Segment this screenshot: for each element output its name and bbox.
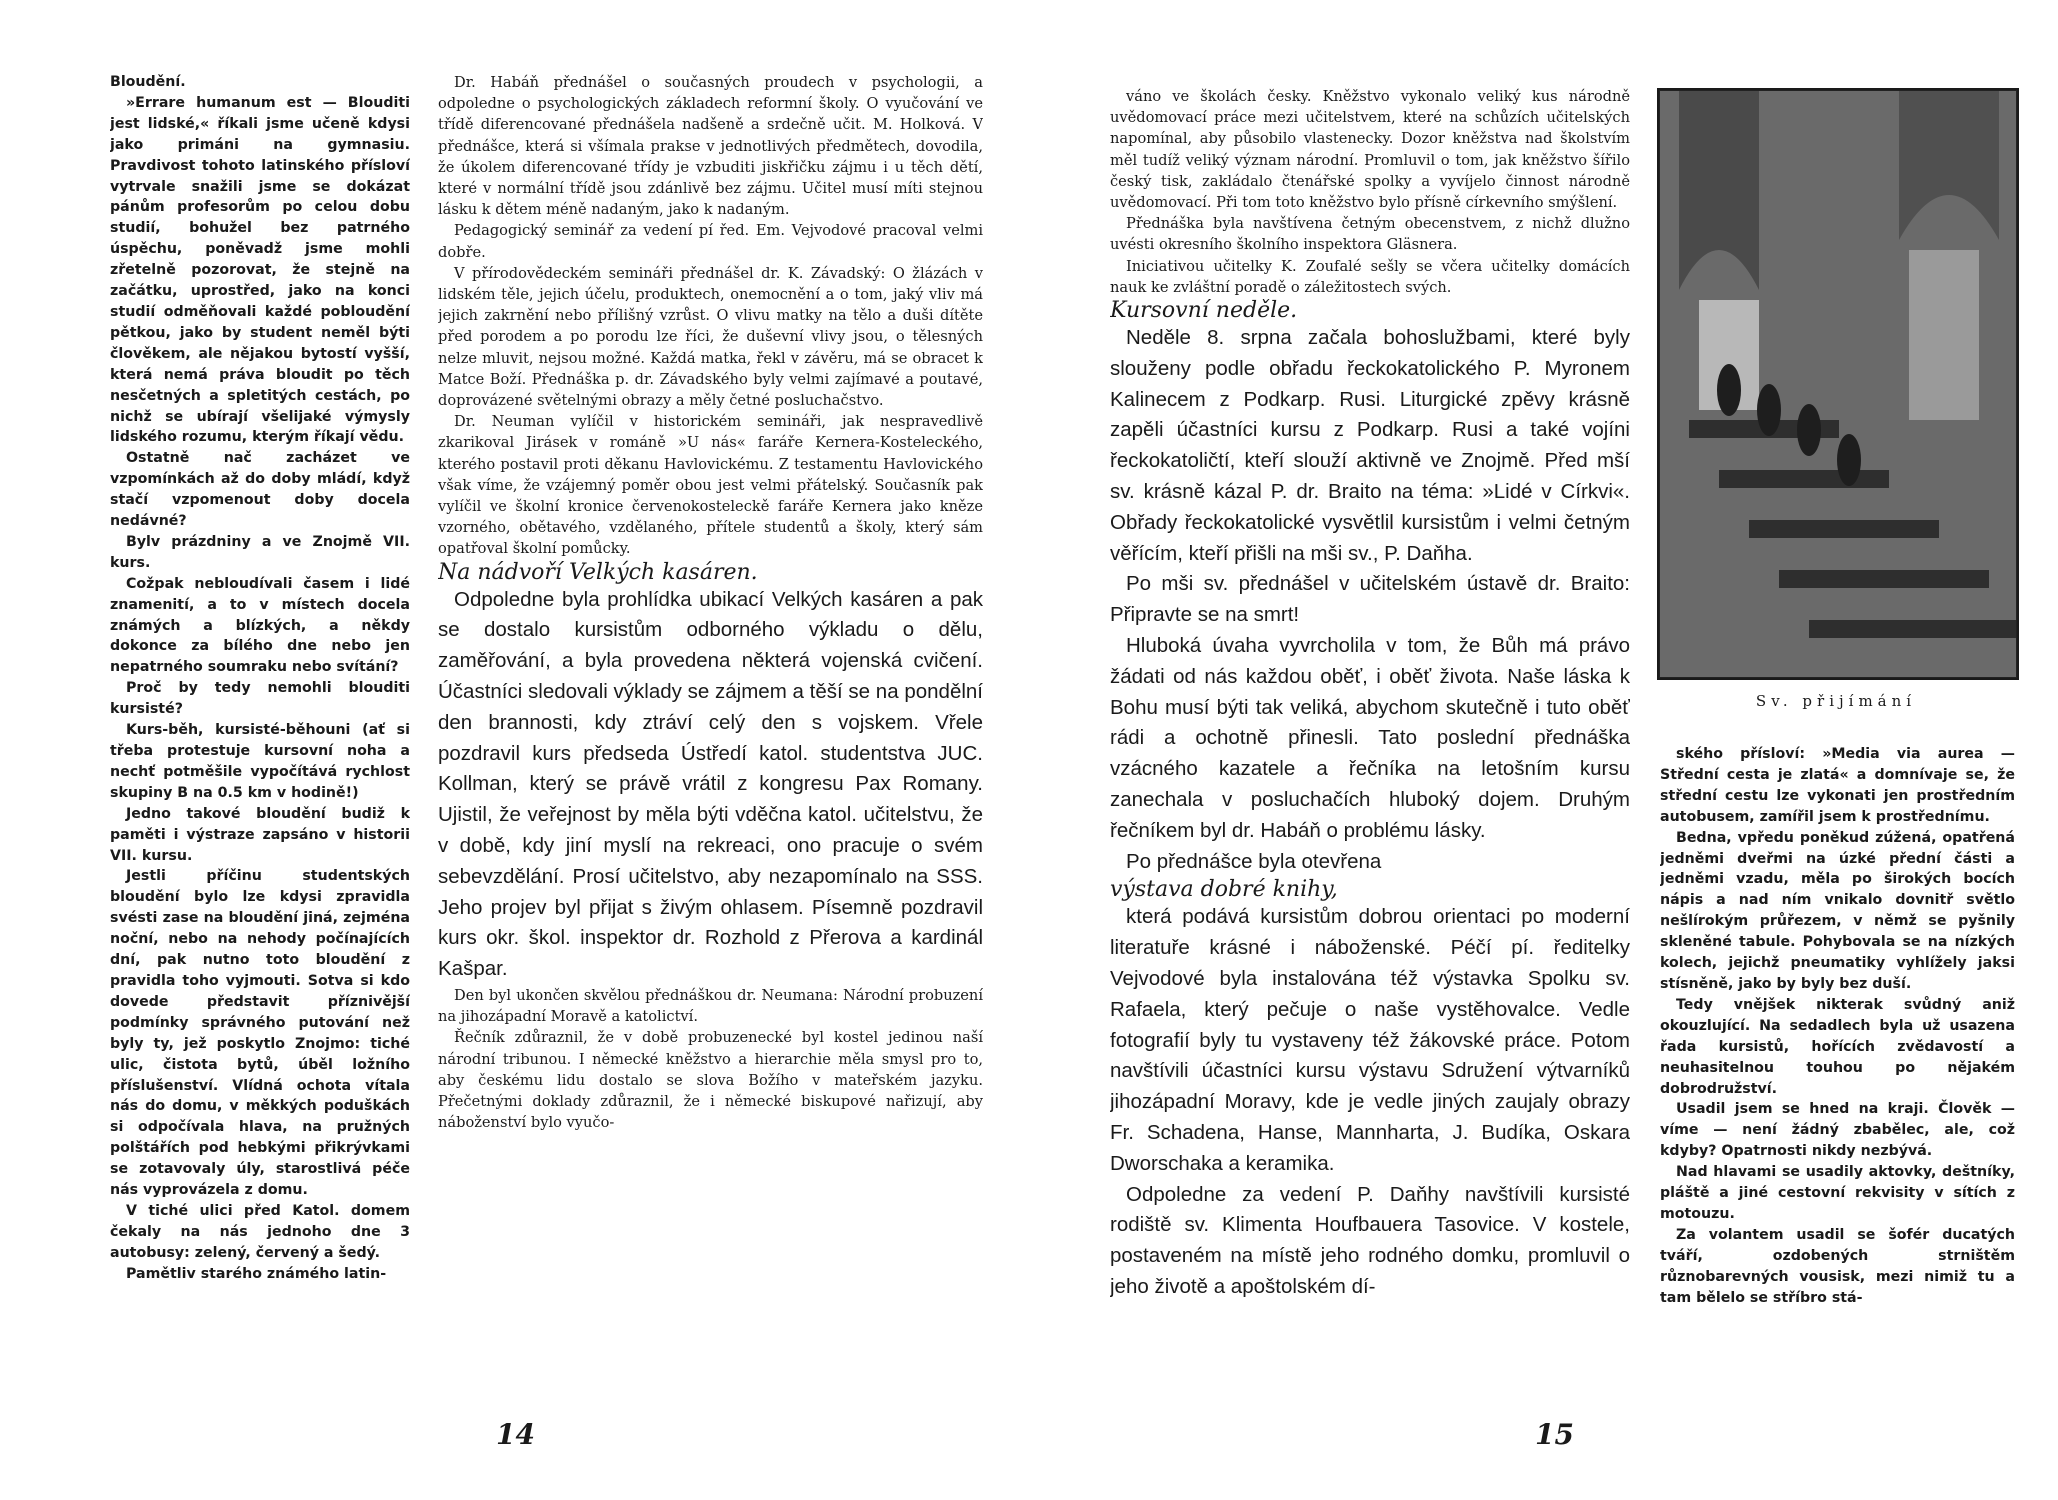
paragraph: Bylv prázdniny a ve Znojmě VII. kurs.: [110, 533, 410, 571]
paragraph: Pedagogický seminář za vedení pí řed. Em. Vejvodové pracoval velmi dobře.: [438, 222, 983, 261]
paragraph: Pamětliv starého známého latin-: [126, 1265, 387, 1282]
section-heading: Kursovní neděle.: [1110, 298, 1298, 324]
paragraph: váno ve školách česky. Kněžstvo vykonalo veliký kus národně uvědomovací práce mezi učitelstvem, které na schůzích učitelských napomínal, aby působilo vlastenecky. Dozor kněžstva nad školstvím měl tudíž veliký význam národní. Promluvil o tom, jak kněžstvo šířilo český tisk, zakládalo čtenářské spolky a vyvíjelo činnost národně uvědomovací. Při tom toto kněžstvo bylo přísně církevního smýšlení.: [1110, 88, 1630, 212]
paragraph: V přírodovědeckém semináři přednášel dr. K. Závadský: O žlázách v lidském těle, jejich účelu, produktech, onemocnění a o tom, jaký vliv má jejich zakrnění nebo přílišný vzrůst. O vlivu matky na tělo a duši dítěte před porodem a po porodu lze říci, že duševní vlivy jsou, o tělesných nelze mluvit, nejsou možné. Každá matka, řekl v závěru, má se obracet k Matce Boží. Přednáška p. dr. Závadského byly velmi zajímavé a poutavé, doprovázené světelnými obrazy a měly četné posluchačstvo.: [438, 264, 983, 410]
paragraph: Odpoledne za vedení P. Daňhy navštívili kursisté rodiště sv. Klimenta Houfbauera Tasovice. V kostele, postaveném na místě jeho rodného domku, promluvil o jeho životě a apoštolském dí-: [1110, 1182, 1630, 1298]
paragraph: která podává kursistům dobrou orientaci po moderní literatuře krásné i náboženské. Péčí pí. ředitelky Vejvodové byla instalována též výstavka Spolku sv. Rafaela, který pečuje o naše vystěhovalce. Vedle fotografií byly tu vystaveny též žákovské práce. Potom navštívili účastníci kursu výstavu Sdružení výtvarníků jihozápadní Moravy, kde je vedle jiných zaujaly obrazy Fr. Schadena, Hanse, Mannharta, J. Budíka, Oskara Dworschaka a keramika.: [1110, 905, 1630, 1175]
section-heading: Na nádvoří Velkých kasáren.: [438, 559, 758, 585]
section-heading: výstava dobré knihy,: [1110, 877, 1338, 903]
photo-caption: Sv. přijímání: [1755, 692, 1917, 710]
paragraph: Hluboká úvaha vyvrcholila v tom, že Bůh má právo žádati od nás každou oběť, i oběť života. Naše láska k Bohu musí býti tak veliká, abychom skutečně i tuto oběť rádi a ochotně přinesli. Tato poslední přednáška vzácného kazatele a řečníka na letošním kursu zanechala v posluchačích hluboký dojem. Druhým řečníkem byl dr. Habáň o problému lásky.: [1110, 634, 1630, 842]
paragraph: Neděle 8. srpna začala bohoslužbami, které byly slouženy podle obřadu řeckokatolického P. Myronem Kalinecem z Podkarp. Rusi. Liturgické zpěvy krásně zapěli účastníci kursu z Podkarp. Rusi a také vojíni řeckokatoličtí, kteří slouží aktivně ve Znojmě. Před mší sv. krásně kázal P. dr. Braito na téma: »Lidé v Církvi«. Obřady řeckokatolické vysvětlil kursistům i velmi četným věřícím, kteří přišli na mši sv., P. Daňha.: [1110, 326, 1630, 565]
paragraph: Dr. Habáň přednášel o současných proudech v psychologii, a odpoledne o psychologických základech reformní školy. O vyučování ve třídě diferencované přednášela nadšeně a srdečně učit. M. Holková. V přednášce, která si všímala prakse v jednotlivých předmětech, dovodila, že úkolem diferencované třídy je vzbuditi jiskřičku zájmu i u těch dětí, které v normální třídě jsou zdánlivě bez zájmu. Učitel musí míti stejnou lásku k dětem méně nadaným, jako k nadaným.: [438, 74, 983, 219]
paragraph: Po mši sv. přednášel v učitelském ústavě dr. Braito: Připravte se na smrt!: [1110, 572, 1630, 627]
paragraph: Jestli příčinu studentských bloudění bylo lze kdysi zpravidla svésti zase na bloudění jiná, zejména noční, nebo na nehody počínajících dní, pak nutno toto bloudění z pravidla toho vyjmouti. Sotva si kdo dovede představit příznivější podmínky správného putování než byly ty, jež poskytlo Znojmo: tiché ulic, čistota bytů, úběl ložního příslušenství. Vlídná ochota vítala nás do domu, v měkkých poduškách si odpočívala hlava, na pružných polštářích pod hebkými přikrývkami se zotavovaly úly, starostlivá péče nás vyprovázela z domu.: [110, 868, 410, 1199]
paragraph: Po přednášce byla otevřena: [1126, 849, 1382, 873]
paragraph: Jedno takové bloudění budiž k paměti i výstraze zapsáno v historii VII. kursu.: [110, 805, 410, 864]
paragraph: Den byl ukončen skvělou přednáškou dr. Neumana: Národní probuzení na jihozápadní Moravě a katolictví.: [438, 987, 983, 1026]
paragraph: Kurs-běh, kursisté-běhouni (ať si třeba protestuje kursovní noha a nechť potměšile vypočítává rychlost skupiny B na 0.5 km v hodině!): [110, 722, 410, 801]
paragraph: Usadil jsem se hned na kraji. Člověk — víme — není žádný zbabělec, ale, což kdyby? Opatrnosti nikdy nezbývá.: [1660, 1101, 2015, 1160]
paragraph: Za volantem usadil se šofér ducatých tváří, ozdobených strništěm různobarevných vousisk, mezi nimiž tu a tam bělelo se stříbro stá-: [1660, 1226, 2015, 1306]
page14-col2: [438, 72, 983, 1412]
paragraph: »Errare humanum est — Blouditi jest lidské,« říkali jsme učeně kdysi jako primáni na gymnasiu. Pravdivost tohoto latinského přísloví vytrvale snažili jsme se dokázat pánům profesorům po celou dobu studií, bohužel bez patrného úspěchu, poněvadž jsme mohli zřetelně pozorovat, že stejně na začátku, uprostřed, jako na konci studií odměňovali každé pobloudění pětkou, jako by student neměl býti člověkem, ale nějakou bytostí vyšší, která nemá práva bloudit po těch nesčetných a spletitých cestách, po nichž se ubírají všelijaké výmysly lidského rozumu, kterým říkají vědu.: [110, 94, 410, 446]
paragraph: Tedy vnějšek nikterak svůdný aniž okouzlující. Na sedadlech byla už usazena řada kursistů, hořících zvědavostí a neuhasitelnou touhou po nějakém dobrodružství.: [1660, 996, 2015, 1097]
paragraph: V tiché ulici před Katol. domem čekaly na nás jednoho dne 3 autobusy: zelený, červený a šedý.: [110, 1202, 410, 1261]
paragraph: Ostatně nač zacházet ve vzpomínkách až do doby mládí, když stačí vzpomenout doby docela nedávné?: [110, 450, 410, 530]
paragraph: Cožpak nebloudívali časem i lidé znamenití, a to v místech docela známých a blízkých, a někdy dokonce za bílého dne nebo jen nepatrného soumraku nebo svítání?: [110, 575, 410, 676]
paragraph: Bedna, vpředu poněkud zúžená, opatřená jedněmi dveřmi na úzké přední části a jedněmi vzadu, měla po širokých bocích nápis a nad ním vnikalo dovnitř světlo nešlírokým průřezem, v němž se pyšnily skleněné tabule. Pohybovala se na nízkých kolech, jejichž pneumatiky vyhlížely jaksi stísněně, jako by byly bez duší.: [1660, 829, 2015, 992]
page15-col4: [1660, 744, 2015, 1416]
page14-col1: [110, 72, 410, 1412]
page-number-14: 14: [496, 1418, 535, 1451]
paragraph: Odpoledne byla prohlídka ubikací Velkých kasáren a pak se dostalo kursistům odborného výkladu o dělu, zaměřování, a byla provedena některá vojenská cvičení. Účastníci sledovali výklady se zájmem a těší se na pondělní den brannosti, kdy ztráví celý den s vojskem. Vřele pozdravil kurs předseda Ústředí katol. studentstva JUC. Kollman, který se právě vrátil z kongresu Pax Romany. Ujistil, že veřejnost by měla býti vděčna katol. učitelstvu, že v době, kdy jiní myslí na rekreaci, ono pracuje o svém sebevzdělání. Prosí učitelstvo, aby nezapomínalo na SSS. Jeho projev byl přijat s živým ohlasem. Písemně pozdravil kurs okr. škol. inspektor dr. Rozhold z Přerova a kardinál Kašpar.: [438, 587, 983, 981]
paragraph: Nad hlavami se usadily aktovky, deštníky, pláště a jiné cestovní rekvisity v sítích z motouzu.: [1660, 1164, 2015, 1222]
paragraph: Řečník zdůraznil, že v době probuzenecké byl kostel jedinou naší národní tribunou. I německé kněžstvo a hierarchie měla smysl pro to, aby českému lidu dostalo se slova Božího v mateřském jazyku. Přečetnými doklady zdůraznil, že i německé biskupové nařizují, aby náboženství bylo vyučo-: [438, 1029, 983, 1132]
church-communion-photo: [1657, 88, 2019, 680]
page-number-15: 15: [1535, 1418, 1574, 1451]
paragraph: Iniciativou učitelky K. Zoufalé sešly se včera učitelky domácích nauk ke zvláštní poradě o záležitostech svých.: [1110, 257, 1630, 296]
article-title: Bloudění.: [110, 74, 186, 90]
page15-col3: [1110, 86, 1630, 1426]
paragraph: ského přísloví: »Media via aurea — Střední cesta je zlatá« a domnívaje se, že střední cestu lze vykonati jen prostředním autobusem, zamířil jsem k prostřednímu.: [1660, 746, 2015, 825]
paragraph: Přednáška byla navštívena četným obecenstvem, z nichž dlužno uvésti okresního školního inspektora Gläsnera.: [1110, 215, 1630, 254]
paragraph: Dr. Neuman vylíčil v historickém semináři, jak nespravedlivě zkarikoval Jirásek v románě »U nás« faráře Kernera-Kosteleckého, kterého postavil proti děkanu Havlovickému. Z testamentu Havlovického však víme, že vzájemný poměr obou jest velmi přátelský. Současník pak vylíčil ve školní kronice červenokosteleckě faráře Kernera jako kněze vzorného, obětavého, vzdělaného, přítele studentů a školy, který sám opatřoval školní pomůcky.: [438, 413, 983, 558]
paragraph: Proč by tedy nemohli blouditi kursisté?: [110, 680, 410, 718]
